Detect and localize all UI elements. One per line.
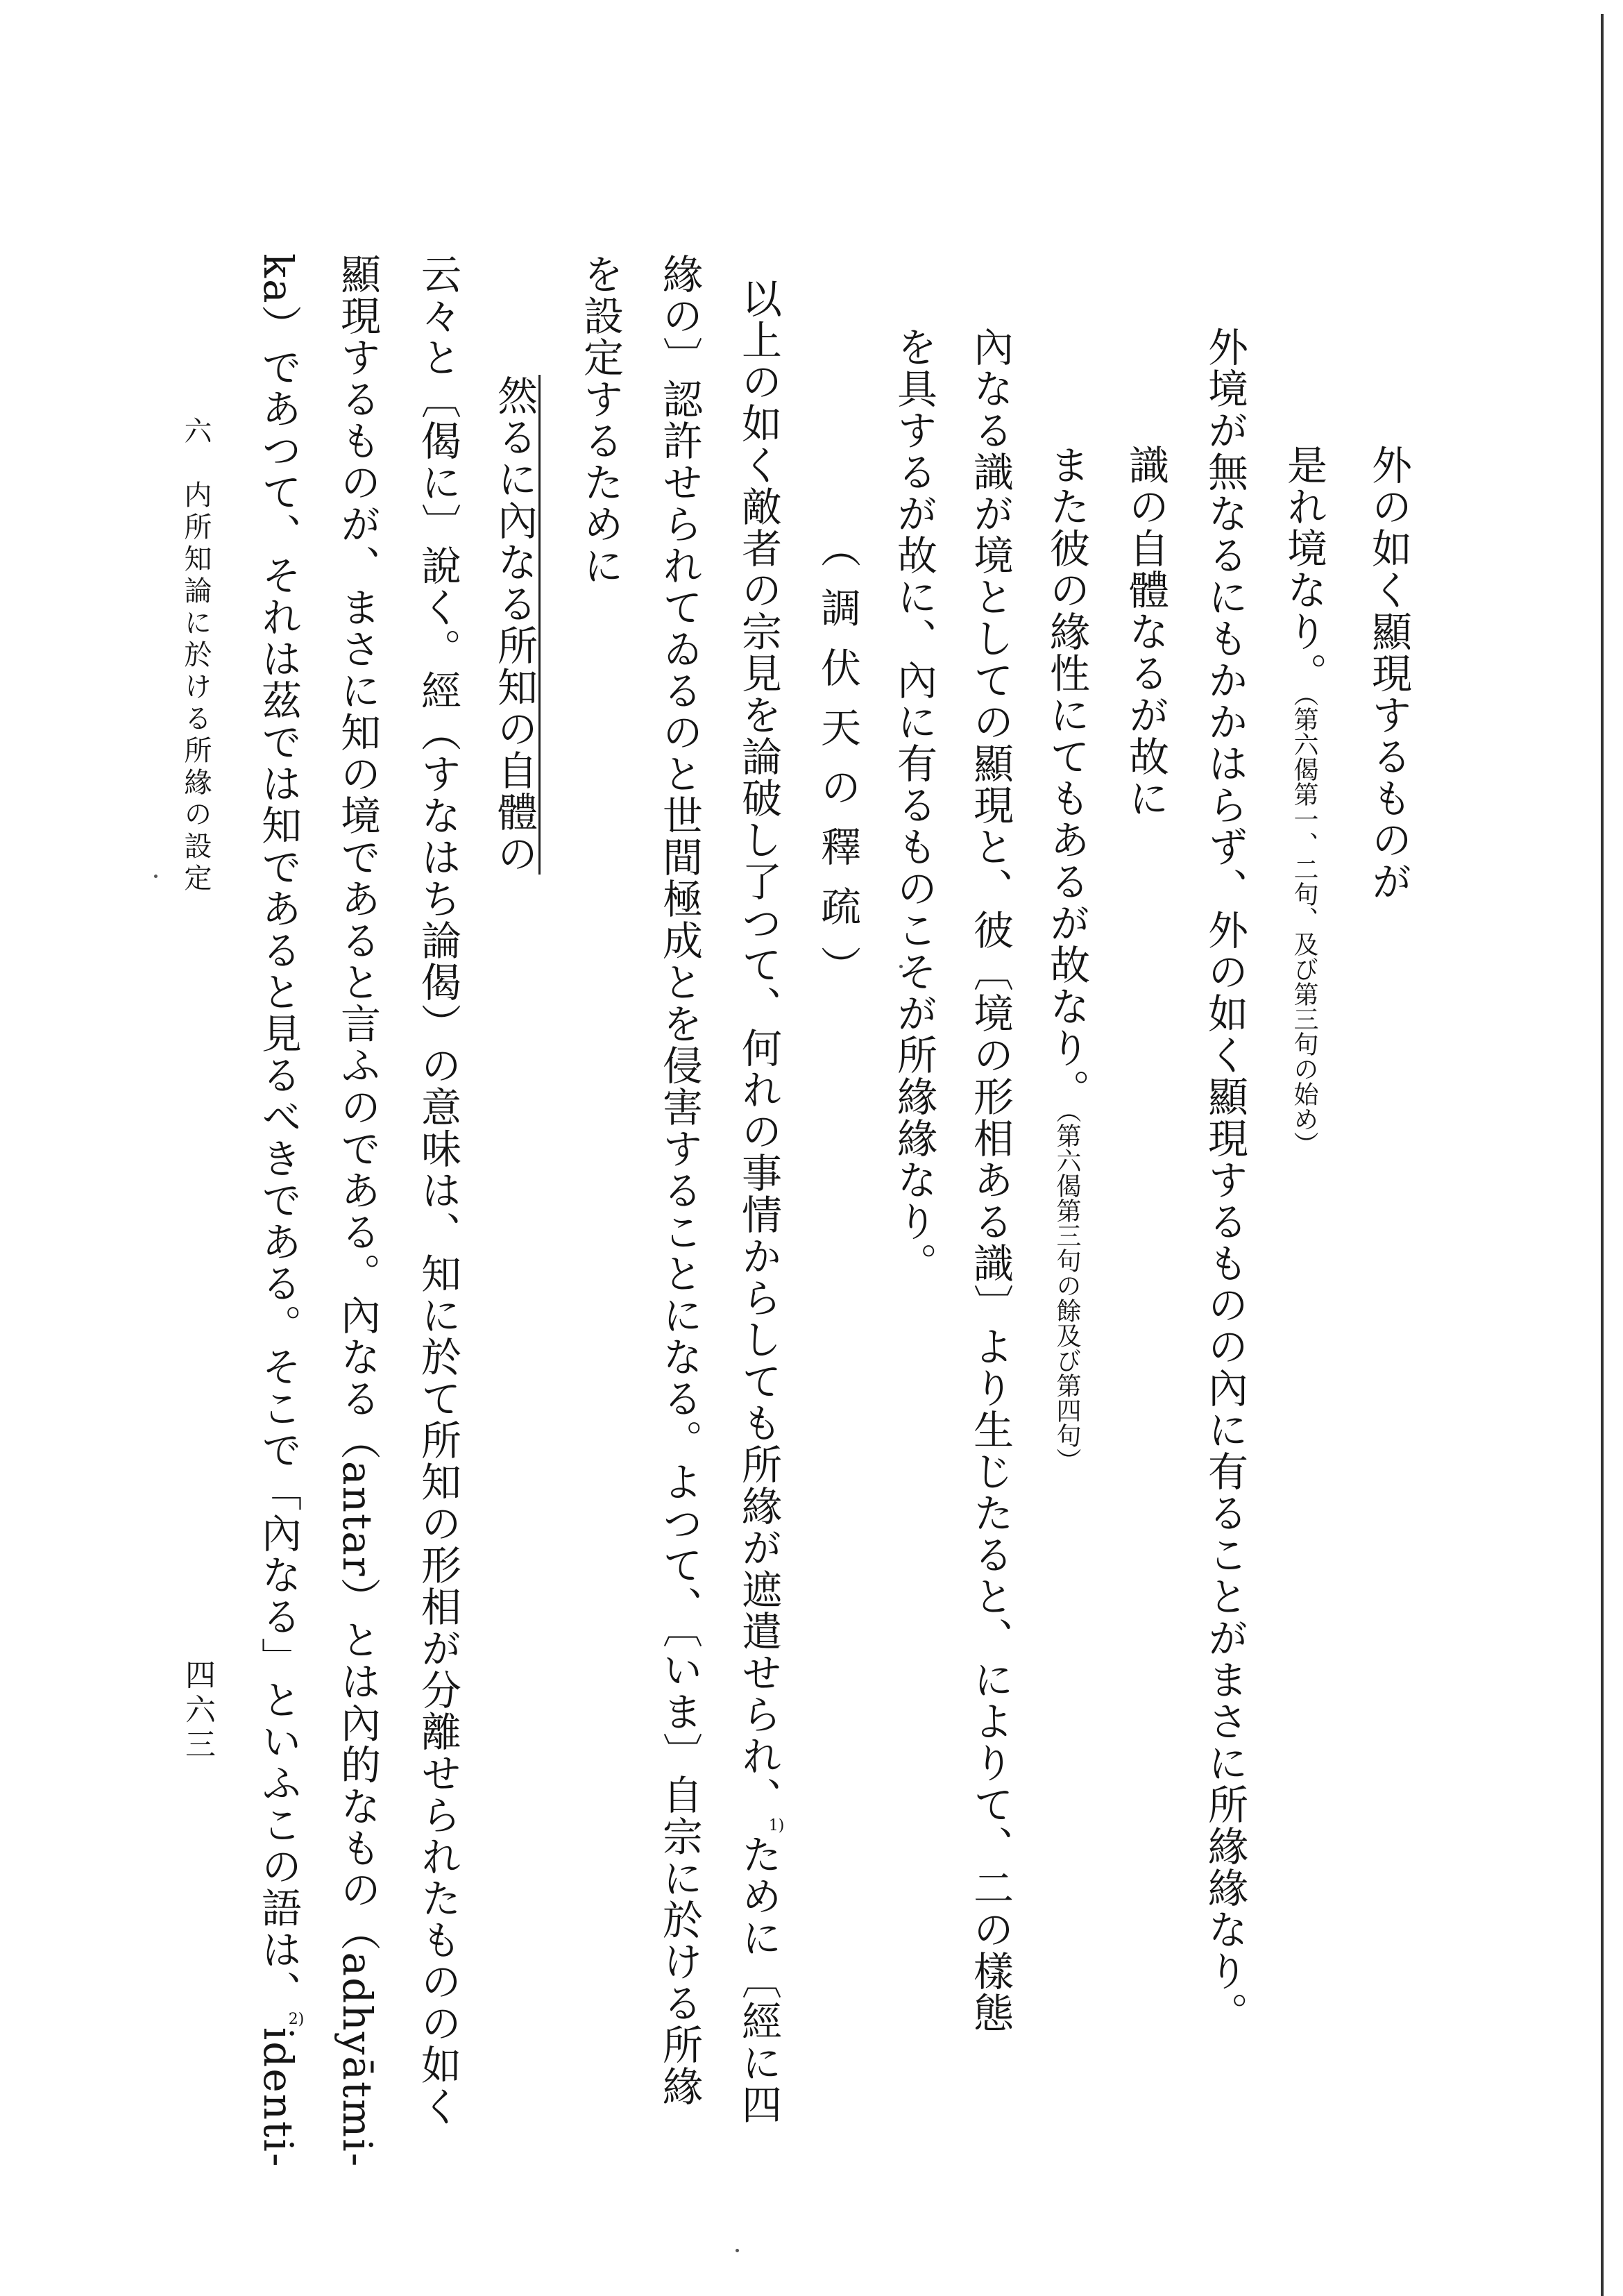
- scan-speck: [154, 875, 158, 878]
- text-column-3: [1201, 326, 1248, 2034]
- commentary-line: を具するが故に、內に有るものこそが所緣緣なり。: [890, 326, 937, 1284]
- body-line: 云々と〔偈に〕說く。經（すなはち論偈）の意味は、知に於て所知の形相が分離せられたものの如く: [414, 253, 461, 2127]
- text-column-2: [1280, 444, 1327, 1156]
- text-column-11: [577, 253, 624, 586]
- text-column-9: [735, 278, 785, 2125]
- text-column-10: [656, 253, 703, 2107]
- footnote-marker[interactable]: 2): [288, 2010, 305, 2028]
- text-column-14: [334, 253, 381, 2168]
- body-line: 以上の如く敵者の宗見を論破し了つて、何れの事情からしても所緣が遮遣せられ、: [735, 278, 782, 1818]
- verse-reference-note: （第六偈第三句の餘及び第四句）: [1053, 1111, 1081, 1473]
- running-head: [182, 416, 210, 895]
- commentary-line: 內なる識が境としての顯現と、彼〔境の形相ある識〕より生じたると、によりて、二の樣態: [967, 326, 1014, 2034]
- text-column-5: [1043, 444, 1090, 1473]
- text-column-7: [890, 326, 937, 1284]
- body-line: ka）であつて、それは茲では知であると見るべきである。そこで「內なる」といふこの語は、: [255, 253, 302, 2012]
- page-number: [180, 1659, 215, 1763]
- text-column-4: [1122, 444, 1169, 819]
- verse-line: また彼の緣性にてもあるが故なり。: [1043, 444, 1090, 1111]
- body-line-continued: ために〔經に四: [735, 1834, 782, 2125]
- verse-line: 是れ境なり。: [1280, 444, 1327, 694]
- page-edge-line: [1601, 14, 1604, 2296]
- verse-reference-note: （第六偈第一、二句、及び第三句の始め）: [1290, 694, 1318, 1156]
- footnote-marker[interactable]: 1): [768, 1817, 785, 1834]
- body-line: を設定するために: [577, 253, 624, 586]
- body-line: 顯現するものが、まさに知の境であると言ふのである。內なる（antar）とは內的なもの（adhyātmi-: [334, 253, 381, 2168]
- text-column-13: [414, 253, 461, 2127]
- text-column-6: [967, 326, 1014, 2034]
- running-head-text: 六 内所知論に於ける所緣の設定: [180, 416, 212, 895]
- text-column-12: [491, 375, 541, 875]
- text-column-15: [255, 253, 305, 2168]
- scan-speck: [736, 2249, 739, 2252]
- section-heading: [814, 527, 861, 1005]
- verse-line: 識の自體なるが故に: [1122, 444, 1169, 819]
- quoted-verse: 然るに內なる所知の自體の: [491, 375, 538, 875]
- verse-line: 外の如く顯現するものが: [1365, 444, 1412, 902]
- page-number-text: 四六三: [180, 1659, 215, 1763]
- commentary-line: 外境が無なるにもかかはらず、外の如く顯現するものの內に有ることがまさに所緣緣なり。: [1201, 326, 1248, 2034]
- body-line: 緣の〕認許せられてゐるのと世間極成とを侵害することになる。よつて、〔いま〕自宗に於ける所緣: [656, 253, 703, 2107]
- body-line-continued: identi-: [255, 2027, 302, 2168]
- text-column-1: [1365, 444, 1412, 902]
- section-heading-text: （調伏天の釋疏）: [814, 527, 861, 1005]
